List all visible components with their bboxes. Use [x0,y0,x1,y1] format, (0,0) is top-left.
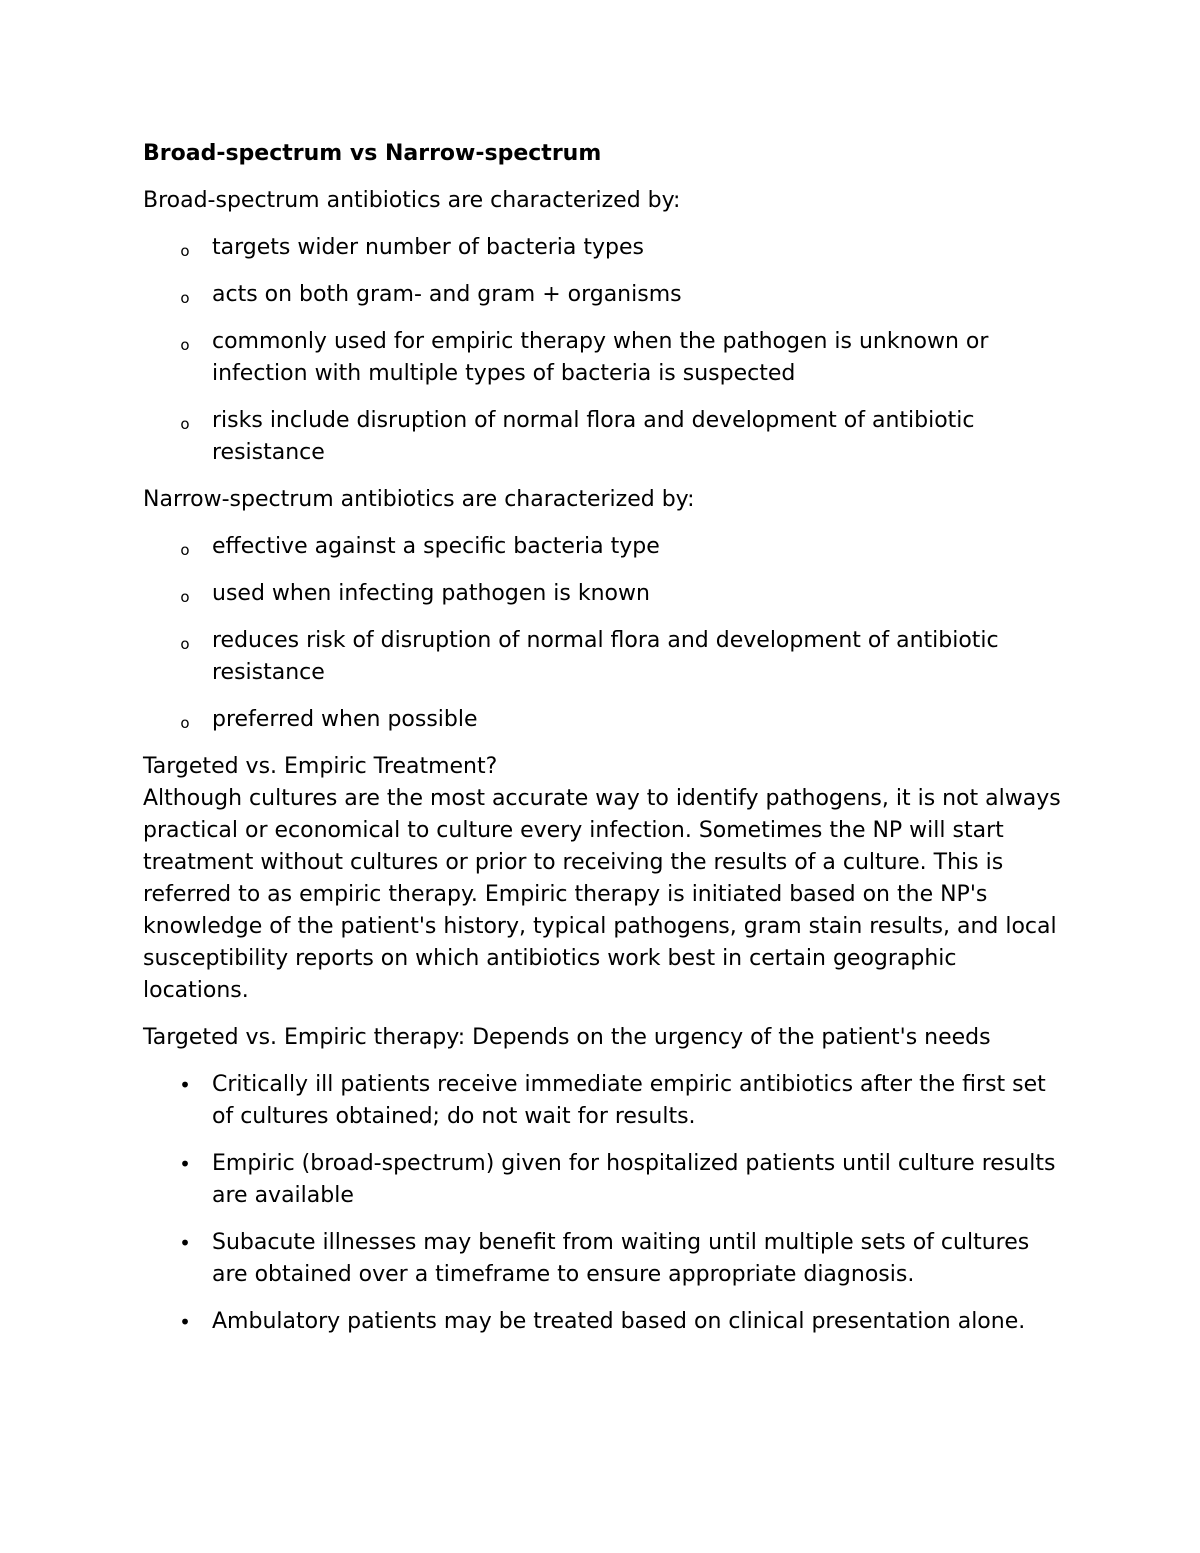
bullet-icon: • [179,1231,191,1255]
circle-bullet-icon: o [180,541,190,559]
list-item-text: risks include disruption of normal flora and development of antibiotic resistance [212,408,975,465]
circle-bullet-icon: o [180,336,190,354]
list-item-text: used when infecting pathogen is known [212,581,650,606]
broad-spectrum-list [143,232,1063,469]
circle-bullet-icon: o [180,242,190,260]
list-item [143,578,1063,610]
circle-bullet-icon: o [180,289,190,307]
circle-bullet-icon: o [180,714,190,732]
list-item [143,1227,1063,1291]
list-item-text: targets wider number of bacteria types [212,235,644,260]
circle-bullet-icon: o [180,588,190,606]
list-item [143,1069,1063,1133]
list-item-text: Empiric (broad-spectrum) given for hospitalized patients until culture results are available [212,1151,1056,1208]
circle-bullet-icon: o [180,415,190,433]
bullet-icon: • [179,1152,191,1176]
list-item [143,531,1063,563]
list-item [143,625,1063,689]
list-item [143,279,1063,311]
list-item-text: preferred when possible [212,707,478,732]
list-item-text: effective against a specific bacteria type [212,534,660,559]
list-item [143,704,1063,736]
list-item-text: Critically ill patients receive immediate empiric antibiotics after the first set of cultures obtained; do not wait for results. [212,1072,1046,1129]
bullet-icon: • [179,1073,191,1097]
list-item [143,232,1063,264]
list-item [143,1306,1063,1338]
list-item-text: acts on both gram- and gram + organisms [212,282,682,307]
broad-spectrum-intro: Broad-spectrum antibiotics are characterized by: [143,188,681,213]
targeted-heading: Targeted vs. Empiric Treatment? [143,754,498,779]
targeted-body: Although cultures are the most accurate way to identify pathogens, it is not always practical or economical to culture every infection. Sometimes the NP will start treatment without cultures or prior to receiving the results of a culture. This is referred to as empiric therapy. Empiric therapy is initiated based on the NP's knowledge of the patient's history, typical pathogens, gram stain results, and local susceptibility reports on which antibiotics work best in certain geographic locations. [143,786,1061,1003]
document-page [143,138,1063,1353]
list-item [143,326,1063,390]
bullet-icon: • [179,1310,191,1334]
circle-bullet-icon: o [180,635,190,653]
list-item-text: reduces risk of disruption of normal flora and development of antibiotic resistance [212,628,999,685]
document-title: Broad-spectrum vs Narrow-spectrum [143,141,602,166]
list-item [143,1148,1063,1212]
list-item [143,405,1063,469]
narrow-spectrum-intro: Narrow-spectrum antibiotics are characterized by: [143,487,695,512]
list-item-text: Subacute illnesses may benefit from waiting until multiple sets of cultures are obtained over a timeframe to ensure appropriate diagnosis. [212,1230,1030,1287]
list-item-text: Ambulatory patients may be treated based on clinical presentation alone. [212,1309,1026,1334]
narrow-spectrum-list [143,531,1063,736]
list-item-text: commonly used for empiric therapy when the pathogen is unknown or infection with multiple types of bacteria is suspected [212,329,989,386]
therapy-list [143,1069,1063,1338]
therapy-intro: Targeted vs. Empiric therapy: Depends on the urgency of the patient's needs [143,1025,991,1050]
